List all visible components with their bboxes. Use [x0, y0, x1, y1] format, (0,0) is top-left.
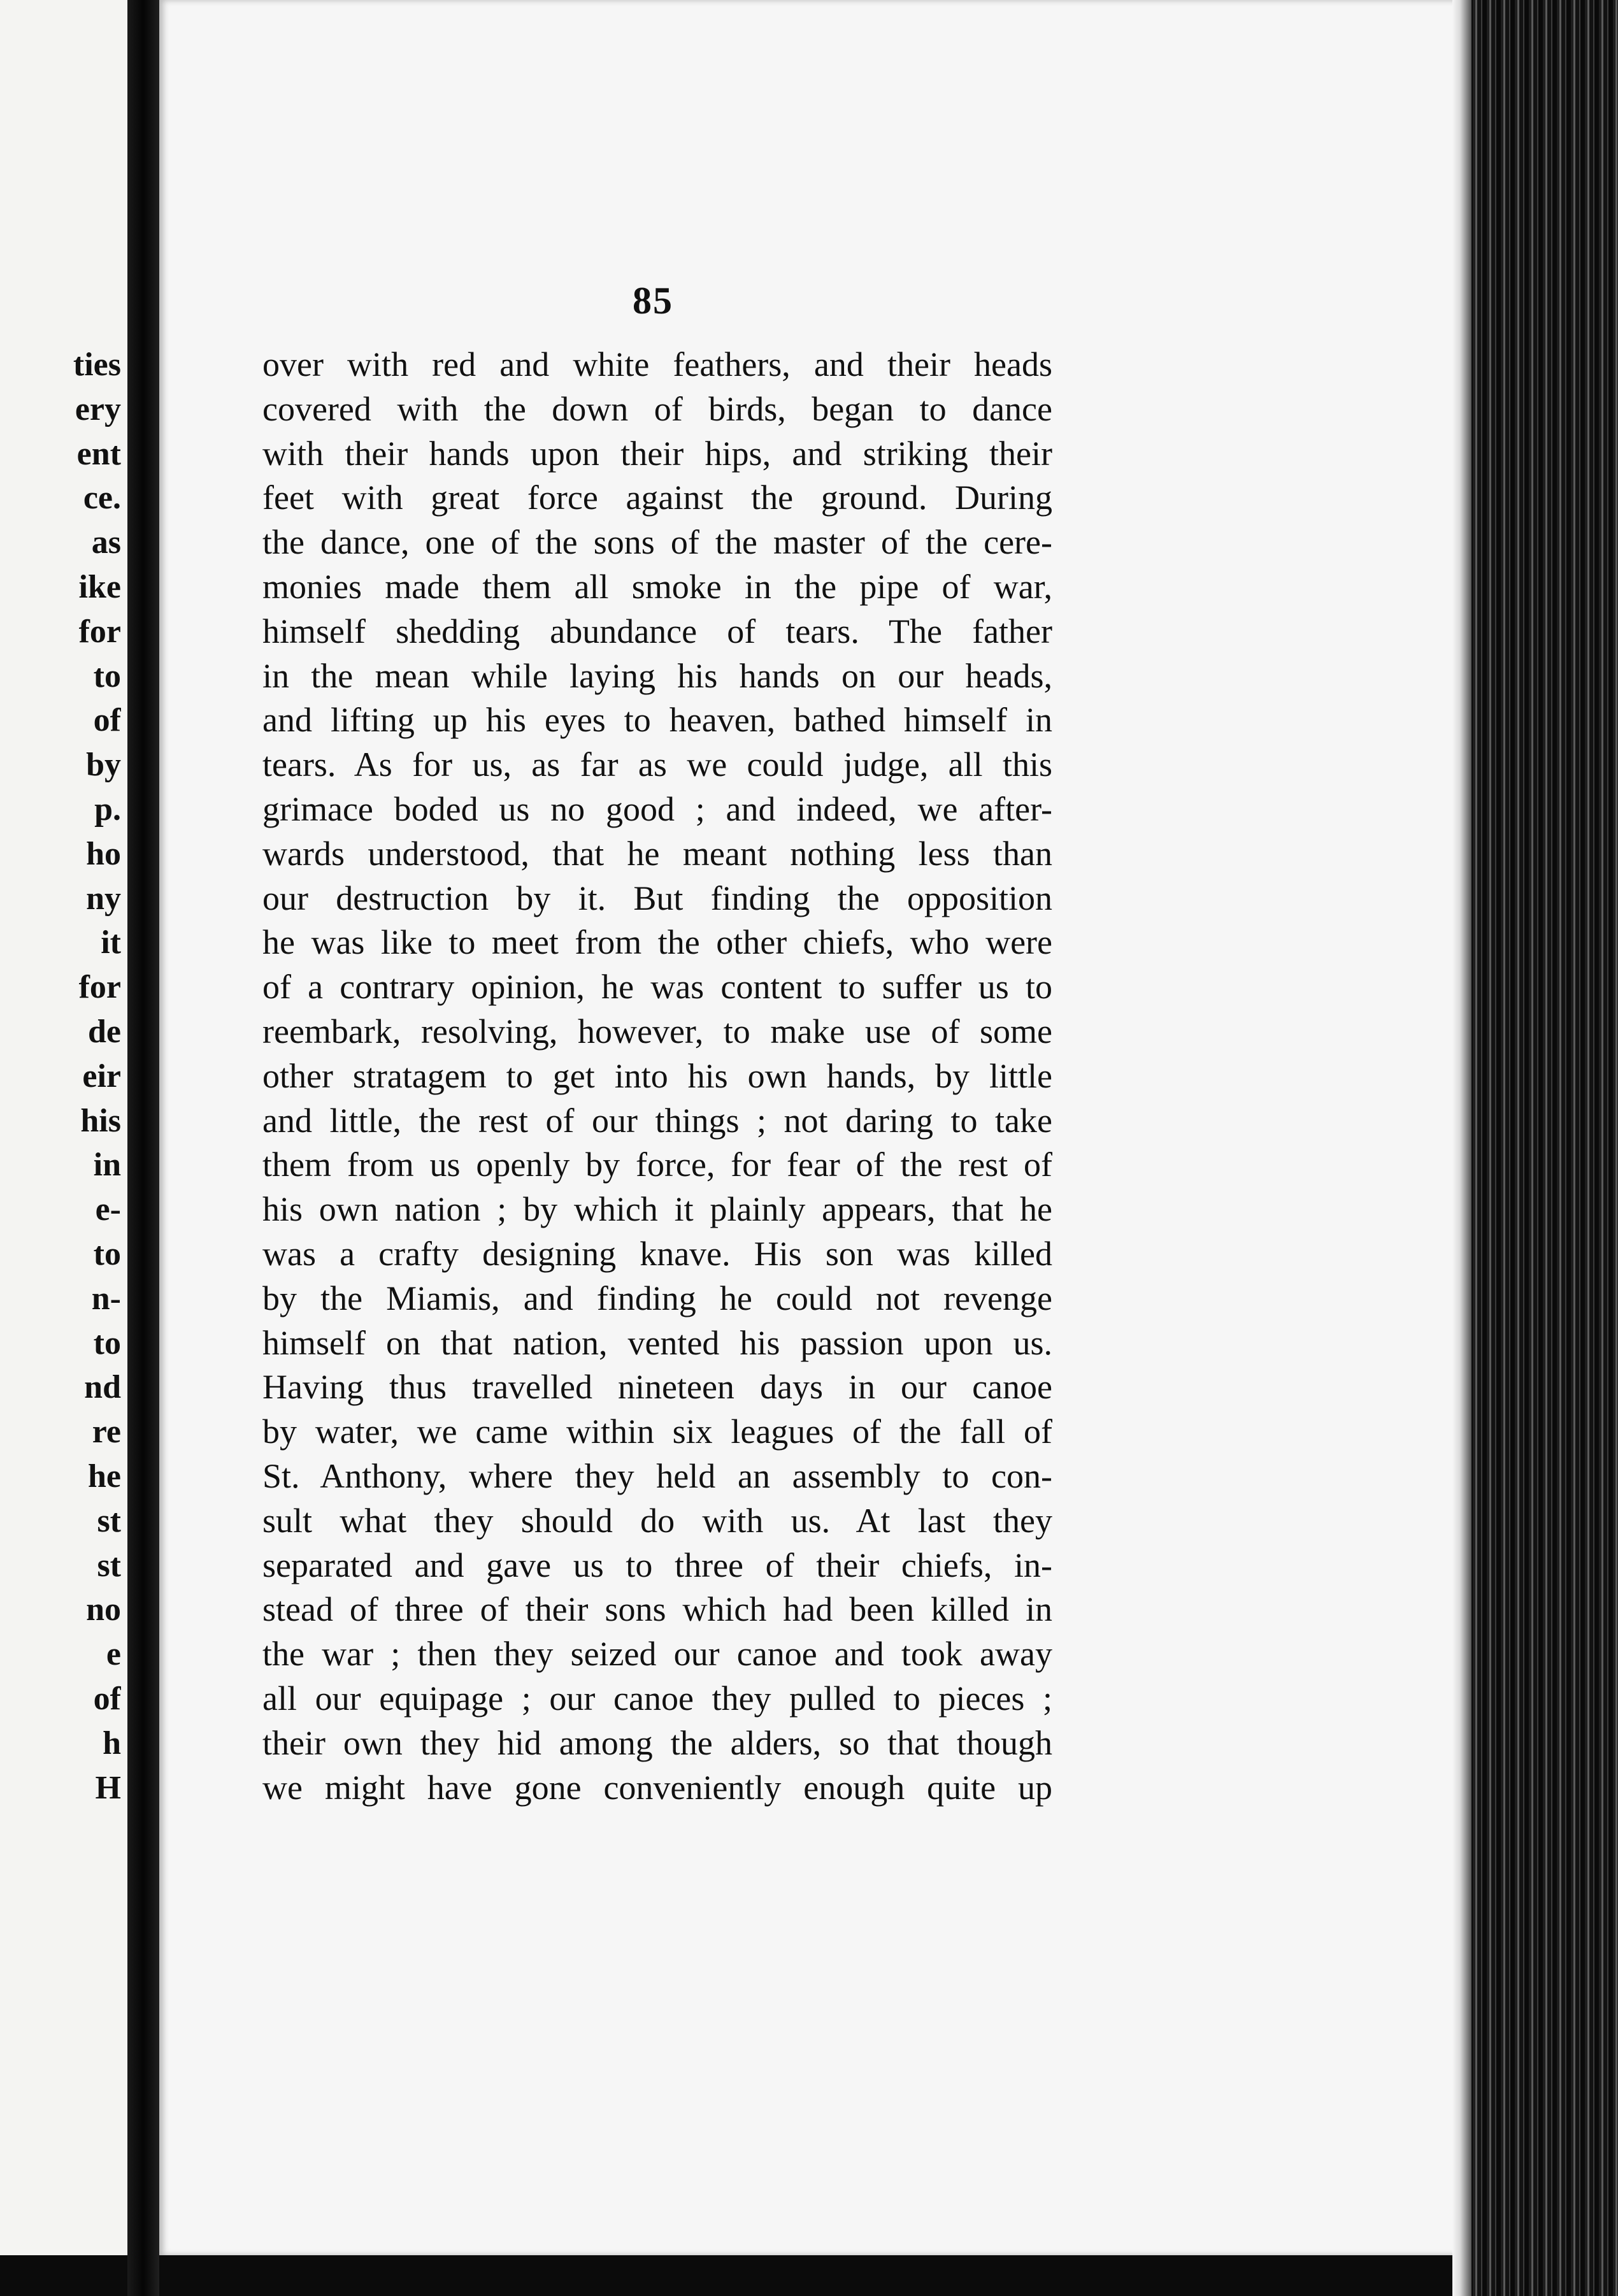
- text-line: reembark, resolving, however, to make use of some: [262, 1012, 1052, 1051]
- text-line: his own nation ; by which it plainly appears, that he: [262, 1190, 1052, 1229]
- left-fragment-line: of: [93, 1680, 121, 1717]
- text-line: covered with the down of birds, began to dance: [262, 389, 1052, 428]
- text-line: and lifting up his eyes to heaven, bathed himself in: [262, 701, 1052, 740]
- left-facing-page: [0, 0, 127, 2255]
- text-line: Having thus travelled nineteen days in our canoe: [262, 1368, 1052, 1407]
- text-line: separated and gave us to three of their chiefs, in-: [262, 1546, 1052, 1584]
- left-fragment-line: no: [86, 1591, 121, 1628]
- left-fragment-line: he: [88, 1458, 121, 1495]
- left-fragment-line: st: [97, 1502, 121, 1539]
- text-line: grimace boded us no good ; and indeed, we after-: [262, 789, 1052, 828]
- left-fragment-line: ent: [76, 435, 121, 472]
- text-line: the dance, one of the sons of the master of the cere-: [262, 523, 1052, 562]
- text-line: all our equipage ; our canoe they pulled to pieces ;: [262, 1679, 1052, 1718]
- left-fragment-line: nd: [84, 1369, 121, 1406]
- book-gutter: [127, 0, 159, 2296]
- text-line: of a contrary opinion, he was content to suffer us to: [262, 968, 1052, 1007]
- text-line: stead of three of their sons which had been killed in: [262, 1590, 1052, 1629]
- text-line: sult what they should do with us. At last they: [262, 1501, 1052, 1540]
- text-line: their own they hid among the alders, so that though: [262, 1723, 1052, 1762]
- body-text: [262, 343, 1052, 1810]
- text-line: we might have gone conveniently enough quite up: [262, 1768, 1052, 1807]
- text-line: and little, the rest of our things ; not daring to take: [262, 1101, 1052, 1140]
- left-page-text-fragments: [0, 343, 121, 1810]
- left-fragment-line: his: [80, 1102, 121, 1139]
- text-line: the war ; then they seized our canoe and took away: [262, 1635, 1052, 1674]
- left-fragment-line: ties: [73, 347, 121, 383]
- left-fragment-line: e: [106, 1636, 121, 1673]
- page-edge-shading: [1452, 0, 1471, 2296]
- page-number: 85: [633, 280, 673, 322]
- left-fragment-line: h: [103, 1725, 121, 1761]
- left-fragment-line: n-: [91, 1280, 121, 1317]
- text-line: by the Miamis, and finding he could not revenge: [262, 1279, 1052, 1317]
- left-fragment-line: as: [91, 524, 121, 561]
- text-line: himself shedding abundance of tears. The father: [262, 612, 1052, 650]
- left-fragment-line: it: [101, 924, 121, 961]
- left-fragment-line: eir: [82, 1058, 121, 1094]
- left-fragment-line: e-: [95, 1191, 121, 1228]
- left-fragment-line: de: [88, 1013, 121, 1050]
- text-line: our destruction by it. But finding the opposition: [262, 879, 1052, 917]
- left-fragment-line: in: [93, 1147, 121, 1184]
- left-fragment-line: ce.: [83, 480, 121, 517]
- left-fragment-line: p.: [94, 791, 121, 828]
- text-line: he was like to meet from the other chiefs, who were: [262, 923, 1052, 962]
- text-line: over with red and white feathers, and their heads: [262, 345, 1052, 384]
- left-fragment-line: ery: [75, 391, 121, 427]
- left-fragment-line: of: [93, 702, 121, 739]
- text-line: in the mean while laying his hands on our heads,: [262, 656, 1052, 695]
- text-line: monies made them all smoke in the pipe of war,: [262, 567, 1052, 606]
- text-line: them from us openly by force, for fear of the rest of: [262, 1145, 1052, 1184]
- text-line: wards understood, that he meant nothing less than: [262, 834, 1052, 873]
- text-line: was a crafty designing knave. His son was killed: [262, 1234, 1052, 1273]
- left-fragment-line: st: [97, 1547, 121, 1584]
- left-fragment-line: re: [92, 1414, 121, 1451]
- text-line: by water, we came within six leagues of the fall of: [262, 1412, 1052, 1451]
- text-line: with their hands upon their hips, and striking their: [262, 434, 1052, 473]
- text-line: himself on that nation, vented his passion upon us.: [262, 1323, 1052, 1362]
- text-line: other stratagem to get into his own hands, by little: [262, 1056, 1052, 1095]
- left-fragment-line: by: [86, 747, 121, 784]
- text-line: St. Anthony, where they held an assembly to con-: [262, 1456, 1052, 1495]
- left-fragment-line: H: [95, 1769, 121, 1806]
- left-fragment-line: ny: [86, 880, 121, 917]
- left-fragment-line: to: [93, 1324, 121, 1361]
- text-line: tears. As for us, as far as we could judge, all this: [262, 745, 1052, 784]
- left-fragment-line: for: [78, 969, 121, 1006]
- left-fragment-line: to: [93, 657, 121, 694]
- left-fragment-line: to: [93, 1235, 121, 1272]
- page-fore-edge: [1459, 0, 1618, 2296]
- left-fragment-line: for: [78, 613, 121, 650]
- text-line: feet with great force against the ground. During: [262, 478, 1052, 517]
- left-fragment-line: ho: [86, 835, 121, 872]
- left-fragment-line: ike: [78, 568, 121, 605]
